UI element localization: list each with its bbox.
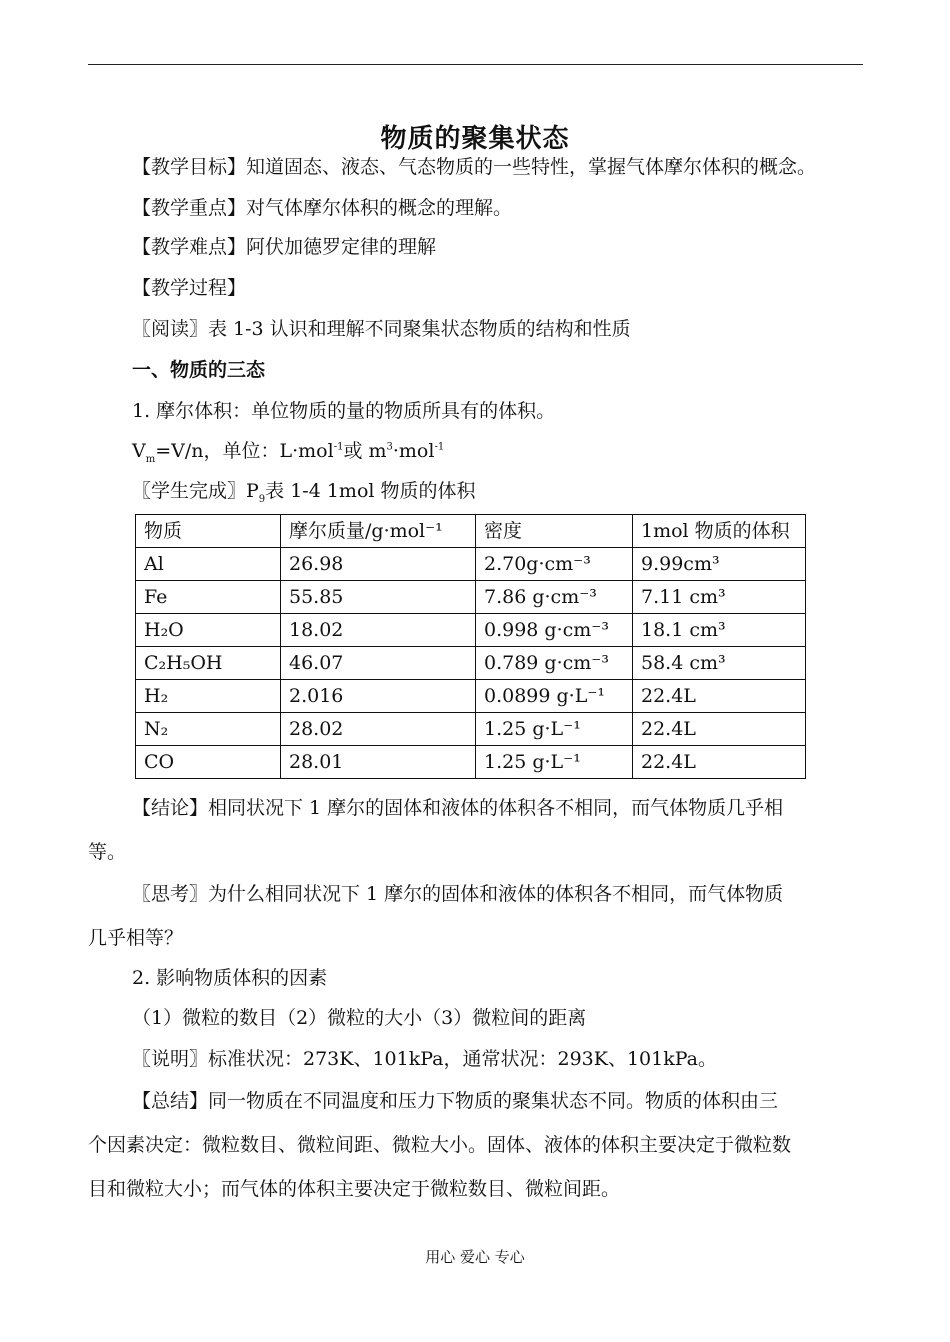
table-cell: 1.25 g·L⁻¹ — [476, 713, 633, 746]
formula-line — [132, 439, 444, 463]
table-header-cell: 物质 — [136, 515, 281, 548]
summary-label: 【总结】 — [132, 1090, 209, 1112]
thinking-line-1: 〖思考〗为什么相同状况下 1 摩尔的固体和液体的体积各不相同，而气体物质 — [132, 883, 784, 905]
student-task-prefix: 〖学生完成〗P — [132, 480, 259, 502]
conclusion-line-1 — [132, 796, 783, 820]
table-cell: 9.99cm³ — [633, 548, 806, 581]
table-cell: 18.1 cm³ — [633, 614, 806, 647]
student-task-rest: 表 1-4 1mol 物质的体积 — [265, 480, 476, 502]
factors-list: （1）微粒的数目（2）微粒的大小（3）微粒间的距离 — [132, 1007, 587, 1029]
table-cell: 7.86 g·cm⁻³ — [476, 581, 633, 614]
process-label: 【教学过程】 — [132, 277, 247, 299]
table-cell: Fe — [136, 581, 281, 614]
key-points-text: 对气体摩尔体积的概念的理解。 — [246, 197, 513, 219]
page-footer: 用心 爱心 专心 — [425, 1248, 525, 1266]
conclusion-line-2: 等。 — [88, 841, 127, 863]
table-cell: 2.016 — [281, 680, 476, 713]
objectives-text: 知道固态、液态、气态物质的一些特性，掌握气体摩尔体积的概念。 — [246, 156, 817, 178]
table-cell: 18.02 — [281, 614, 476, 647]
table-row — [136, 680, 806, 713]
formula-mid: ·mol — [392, 440, 435, 462]
table-row — [136, 647, 806, 680]
table-cell: 55.85 — [281, 581, 476, 614]
conditions-note: 〖说明〗标准状况：273K、101kPa，通常状况：293K、101kPa。 — [132, 1048, 717, 1070]
difficulty-label: 【教学难点】 — [132, 236, 247, 258]
formula-sup1: -1 — [333, 441, 344, 453]
table-header-row — [136, 515, 806, 548]
table-cell: C₂H₅OH — [136, 647, 281, 680]
thinking-line-2: 几乎相等？ — [88, 927, 184, 949]
summary-line-3: 目和微粒大小；而气体的体积主要决定于微粒数目、微粒间距。 — [88, 1178, 621, 1200]
table-cell: H₂O — [136, 614, 281, 647]
table-cell: Al — [136, 548, 281, 581]
table-row — [136, 713, 806, 746]
table-cell: CO — [136, 746, 281, 779]
table-cell: 28.02 — [281, 713, 476, 746]
table-cell: H₂ — [136, 680, 281, 713]
table-cell: 22.4L — [633, 680, 806, 713]
key-points-line — [132, 196, 512, 220]
table-row — [136, 746, 806, 779]
table-header-cell: 摩尔质量/g·mol⁻¹ — [281, 515, 476, 548]
conclusion-label: 【结论】 — [132, 797, 209, 819]
table-cell: 0.0899 g·L⁻¹ — [476, 680, 633, 713]
formula-v: V — [132, 440, 146, 462]
difficulty-line — [132, 235, 436, 259]
page-title: 物质的聚集状态 — [380, 124, 570, 154]
summary-text: 同一物质在不同温度和压力下物质的聚集状态不同。物质的体积由三 — [208, 1090, 779, 1112]
table-row — [136, 548, 806, 581]
point-1: 1. 摩尔体积：单位物质的量的物质所具有的体积。 — [132, 400, 556, 422]
table-header-cell: 1mol 物质的体积 — [633, 515, 806, 548]
table-cell: 22.4L — [633, 746, 806, 779]
table-cell: 0.789 g·cm⁻³ — [476, 647, 633, 680]
table-cell: 2.70g·cm⁻³ — [476, 548, 633, 581]
summary-line-2: 个因素决定：微粒数目、微粒间距、微粒大小。固体、液体的体积主要决定于微粒数 — [88, 1134, 792, 1156]
molar-volume-table — [135, 514, 806, 779]
table-cell: 1.25 g·L⁻¹ — [476, 746, 633, 779]
formula-unit: =V/n，单位：L·mol — [155, 440, 334, 462]
table-cell: 22.4L — [633, 713, 806, 746]
table-cell: 28.01 — [281, 746, 476, 779]
student-task — [132, 479, 476, 503]
objectives-line — [132, 155, 816, 179]
reading-note: 〖阅读〗表 1-3 认识和理解不同聚集状态物质的结构和性质 — [132, 318, 631, 340]
formula-sup3: -1 — [434, 441, 445, 453]
table-cell: 0.998 g·cm⁻³ — [476, 614, 633, 647]
table-row — [136, 614, 806, 647]
formula-or: 或 m — [343, 440, 387, 462]
conclusion-text: 相同状况下 1 摩尔的固体和液体的体积各不相同，而气体物质几乎相 — [208, 797, 784, 819]
header-rule — [88, 64, 863, 65]
objectives-label: 【教学目标】 — [132, 156, 247, 178]
table-header-cell: 密度 — [476, 515, 633, 548]
section-heading: 一、物质的三态 — [132, 359, 266, 381]
formula-sub: m — [145, 453, 156, 465]
summary-line-1 — [132, 1089, 778, 1113]
table-row — [136, 581, 806, 614]
table-cell: 26.98 — [281, 548, 476, 581]
formula-sup2: 3 — [386, 441, 393, 453]
key-points-label: 【教学重点】 — [132, 197, 247, 219]
student-task-sub: 9 — [258, 493, 266, 505]
difficulty-text: 阿伏加德罗定律的理解 — [246, 236, 437, 258]
table-cell: 7.11 cm³ — [633, 581, 806, 614]
point-2: 2. 影响物质体积的因素 — [132, 967, 328, 989]
table-cell: 58.4 cm³ — [633, 647, 806, 680]
table-cell: 46.07 — [281, 647, 476, 680]
table-cell: N₂ — [136, 713, 281, 746]
